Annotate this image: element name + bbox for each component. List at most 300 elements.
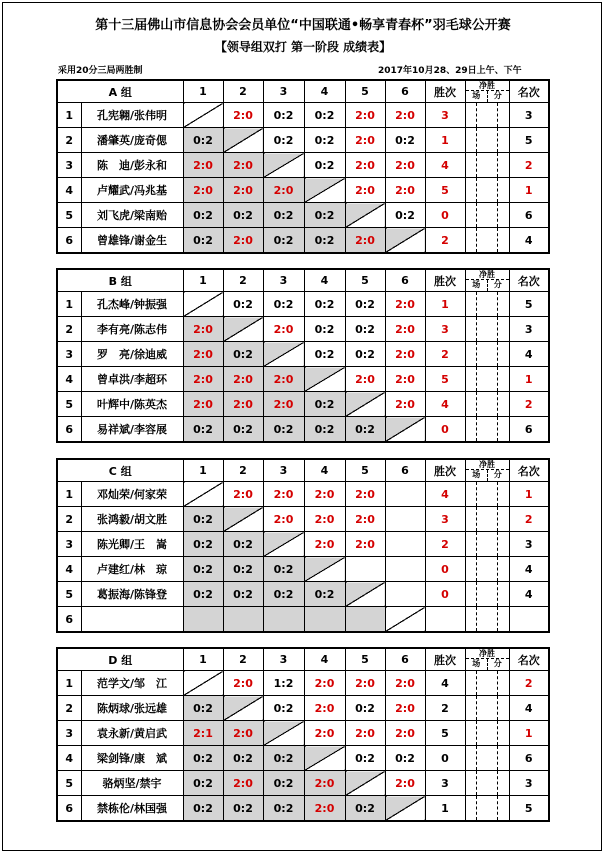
wins-value: 3 bbox=[425, 507, 465, 532]
net-label: 净胜 bbox=[466, 649, 509, 659]
team-name: 罗 亮/徐迪威 bbox=[81, 342, 183, 367]
score-cell: 2:0 bbox=[183, 153, 223, 178]
net-point-label: 分 bbox=[493, 659, 502, 668]
row-number: 2 bbox=[57, 128, 81, 153]
score-cell: 0:2 bbox=[183, 507, 223, 532]
table-row bbox=[57, 342, 549, 367]
net-cell bbox=[465, 203, 509, 228]
table-row bbox=[57, 696, 549, 721]
score-cell: 0:2 bbox=[183, 746, 223, 771]
team-name: 葛振海/陈锋登 bbox=[81, 582, 183, 607]
score-cell: 0:2 bbox=[183, 203, 223, 228]
team-name: 李有亮/陈志伟 bbox=[81, 317, 183, 342]
group-table bbox=[56, 268, 550, 443]
rank-value: 1 bbox=[509, 367, 549, 392]
row-number: 2 bbox=[57, 507, 81, 532]
table-row bbox=[57, 367, 549, 392]
column-number: 5 bbox=[345, 269, 385, 292]
net-cell bbox=[465, 392, 509, 417]
net-cell bbox=[465, 607, 509, 633]
net-game-label: 场 bbox=[466, 659, 489, 670]
score-cell: 2:0 bbox=[304, 796, 345, 822]
score-cell: 0:2 bbox=[183, 532, 223, 557]
table-row bbox=[57, 203, 549, 228]
score-cell: 0:2 bbox=[304, 203, 345, 228]
table-row bbox=[57, 128, 549, 153]
score-cell: 2:0 bbox=[223, 178, 263, 203]
column-number: 4 bbox=[304, 648, 345, 671]
score-cell: 0:2 bbox=[345, 317, 385, 342]
net-cell bbox=[465, 367, 509, 392]
net-game-label: 场 bbox=[466, 91, 489, 102]
rank-value: 3 bbox=[509, 317, 549, 342]
row-number: 3 bbox=[57, 342, 81, 367]
table-row bbox=[57, 507, 549, 532]
wins-value: 2 bbox=[425, 228, 465, 254]
group-table bbox=[56, 458, 550, 633]
rank-value: 2 bbox=[509, 153, 549, 178]
rank-value: 5 bbox=[509, 292, 549, 317]
net-game-label: 场 bbox=[466, 280, 489, 291]
rank-value: 2 bbox=[509, 671, 549, 696]
score-cell: 0:2 bbox=[304, 582, 345, 607]
row-number: 1 bbox=[57, 292, 81, 317]
wins-value: 4 bbox=[425, 153, 465, 178]
score-cell: 2:0 bbox=[345, 103, 385, 128]
rank-value: 1 bbox=[509, 482, 549, 507]
score-cell: 0:2 bbox=[223, 557, 263, 582]
table-row bbox=[57, 417, 549, 443]
score-cell: 2:0 bbox=[223, 392, 263, 417]
net-label: 净胜 bbox=[466, 270, 509, 280]
table-row bbox=[57, 746, 549, 771]
score-cell: 2:0 bbox=[263, 507, 304, 532]
score-cell: 0:2 bbox=[183, 696, 223, 721]
net-cell bbox=[465, 153, 509, 178]
score-cell: 0:2 bbox=[304, 103, 345, 128]
score-cell: 2:0 bbox=[223, 671, 263, 696]
column-number: 3 bbox=[263, 80, 304, 103]
score-cell: 2:0 bbox=[223, 367, 263, 392]
column-number: 3 bbox=[263, 648, 304, 671]
score-cell: 0:2 bbox=[223, 796, 263, 822]
score-cell bbox=[385, 482, 425, 507]
score-cell: 0:2 bbox=[345, 292, 385, 317]
wins-value: 0 bbox=[425, 557, 465, 582]
diagonal-cell bbox=[263, 532, 304, 557]
row-number: 2 bbox=[57, 696, 81, 721]
wins-value: 5 bbox=[425, 178, 465, 203]
rank-value: 6 bbox=[509, 417, 549, 443]
net-cell bbox=[465, 228, 509, 254]
score-cell: 2:0 bbox=[223, 228, 263, 254]
row-number: 1 bbox=[57, 482, 81, 507]
net-point-label: 分 bbox=[493, 91, 502, 100]
column-number: 6 bbox=[385, 269, 425, 292]
score-cell: 2:0 bbox=[304, 482, 345, 507]
row-number: 3 bbox=[57, 532, 81, 557]
score-cell: 0:2 bbox=[304, 128, 345, 153]
score-cell: 2:0 bbox=[263, 392, 304, 417]
column-number: 2 bbox=[223, 269, 263, 292]
wins-value: 0 bbox=[425, 746, 465, 771]
diagonal-cell bbox=[304, 746, 345, 771]
column-number: 3 bbox=[263, 269, 304, 292]
score-cell: 2:0 bbox=[304, 771, 345, 796]
team-name: 梁剑锋/康 斌 bbox=[81, 746, 183, 771]
column-number: 2 bbox=[223, 648, 263, 671]
team-name: 陈炳球/张远雄 bbox=[81, 696, 183, 721]
score-cell: 2:0 bbox=[385, 367, 425, 392]
score-cell: 0:2 bbox=[183, 557, 223, 582]
score-cell: 0:2 bbox=[263, 228, 304, 254]
score-cell bbox=[263, 607, 304, 633]
score-cell: 0:2 bbox=[183, 228, 223, 254]
diagonal-cell bbox=[304, 367, 345, 392]
net-cell bbox=[465, 696, 509, 721]
score-cell: 2:0 bbox=[304, 507, 345, 532]
table-row bbox=[57, 557, 549, 582]
rank-header: 名次 bbox=[509, 269, 549, 292]
net-cell bbox=[465, 292, 509, 317]
diagonal-cell bbox=[223, 507, 263, 532]
net-cell bbox=[465, 103, 509, 128]
group-name: D 组 bbox=[57, 648, 183, 671]
score-cell: 2:0 bbox=[385, 721, 425, 746]
wins-value: 0 bbox=[425, 203, 465, 228]
team-name: 骆炳坚/禁宇 bbox=[81, 771, 183, 796]
rank-value: 3 bbox=[509, 532, 549, 557]
score-cell: 2:0 bbox=[385, 292, 425, 317]
rank-value: 1 bbox=[509, 721, 549, 746]
column-number: 4 bbox=[304, 269, 345, 292]
score-cell: 0:2 bbox=[263, 128, 304, 153]
score-cell: 2:0 bbox=[345, 482, 385, 507]
score-cell: 0:2 bbox=[385, 128, 425, 153]
wins-header: 胜次 bbox=[425, 648, 465, 671]
wins-header: 胜次 bbox=[425, 269, 465, 292]
column-number: 3 bbox=[263, 459, 304, 482]
wins-value: 0 bbox=[425, 417, 465, 443]
row-number: 6 bbox=[57, 796, 81, 822]
score-cell: 2:0 bbox=[385, 103, 425, 128]
score-cell: 2:0 bbox=[345, 507, 385, 532]
score-cell: 2:1 bbox=[183, 721, 223, 746]
row-number: 6 bbox=[57, 607, 81, 633]
score-cell: 2:0 bbox=[385, 178, 425, 203]
column-number: 2 bbox=[223, 459, 263, 482]
score-cell: 0:2 bbox=[345, 796, 385, 822]
team-name: 易祥斌/李容展 bbox=[81, 417, 183, 443]
score-cell: 2:0 bbox=[345, 367, 385, 392]
score-cell: 2:0 bbox=[263, 178, 304, 203]
rank-value: 2 bbox=[509, 507, 549, 532]
team-name: 邓灿荣/何家荣 bbox=[81, 482, 183, 507]
score-cell: 0:2 bbox=[223, 582, 263, 607]
score-cell: 0:2 bbox=[263, 203, 304, 228]
column-number: 1 bbox=[183, 648, 223, 671]
wins-value: 3 bbox=[425, 103, 465, 128]
diagonal-cell bbox=[183, 292, 223, 317]
score-cell: 0:2 bbox=[304, 317, 345, 342]
table-row bbox=[57, 721, 549, 746]
team-name: 叶辉中/陈英杰 bbox=[81, 392, 183, 417]
row-number: 3 bbox=[57, 153, 81, 178]
diagonal-cell bbox=[385, 796, 425, 822]
wins-value: 1 bbox=[425, 292, 465, 317]
page-title: 第十三届佛山市信息协会会员单位“中国联通•畅享青春杯”羽毛球公开赛 bbox=[95, 18, 511, 33]
net-cell bbox=[465, 482, 509, 507]
team-name: 曾卓洪/李超环 bbox=[81, 367, 183, 392]
table-row bbox=[57, 228, 549, 254]
score-cell: 0:2 bbox=[183, 128, 223, 153]
score-cell bbox=[304, 607, 345, 633]
table-row bbox=[57, 392, 549, 417]
score-cell: 0:2 bbox=[263, 417, 304, 443]
score-cell: 2:0 bbox=[345, 671, 385, 696]
wins-header: 胜次 bbox=[425, 80, 465, 103]
diagonal-cell bbox=[183, 671, 223, 696]
column-number: 5 bbox=[345, 459, 385, 482]
score-cell: 0:2 bbox=[345, 417, 385, 443]
diagonal-cell bbox=[385, 228, 425, 254]
wins-value: 5 bbox=[425, 721, 465, 746]
net-label: 净胜 bbox=[466, 460, 509, 470]
score-cell: 0:2 bbox=[304, 153, 345, 178]
net-cell bbox=[465, 746, 509, 771]
group-name: C 组 bbox=[57, 459, 183, 482]
rank-value: 4 bbox=[509, 557, 549, 582]
row-number: 5 bbox=[57, 203, 81, 228]
diagonal-cell bbox=[183, 482, 223, 507]
score-cell: 1:2 bbox=[263, 671, 304, 696]
net-cell bbox=[465, 417, 509, 443]
score-cell bbox=[345, 557, 385, 582]
score-cell: 2:0 bbox=[385, 392, 425, 417]
score-cell: 2:0 bbox=[345, 532, 385, 557]
wins-value: 3 bbox=[425, 771, 465, 796]
row-number: 5 bbox=[57, 582, 81, 607]
score-cell: 2:0 bbox=[263, 317, 304, 342]
team-name: 曾雄锋/谢金生 bbox=[81, 228, 183, 254]
diagonal-cell bbox=[263, 721, 304, 746]
diagonal-cell bbox=[263, 153, 304, 178]
row-number: 5 bbox=[57, 771, 81, 796]
score-cell: 2:0 bbox=[385, 671, 425, 696]
diagonal-cell bbox=[223, 696, 263, 721]
rank-value bbox=[509, 607, 549, 633]
wins-value: 4 bbox=[425, 671, 465, 696]
diagonal-cell bbox=[183, 103, 223, 128]
team-name: 孔杰峰/钟振强 bbox=[81, 292, 183, 317]
score-cell: 2:0 bbox=[345, 721, 385, 746]
row-number: 2 bbox=[57, 317, 81, 342]
rank-value: 6 bbox=[509, 203, 549, 228]
score-cell: 2:0 bbox=[345, 128, 385, 153]
score-cell: 0:2 bbox=[223, 746, 263, 771]
group-table bbox=[56, 79, 550, 254]
net-cell bbox=[465, 557, 509, 582]
diagonal-cell bbox=[345, 771, 385, 796]
column-number: 5 bbox=[345, 648, 385, 671]
table-row bbox=[57, 482, 549, 507]
score-cell: 0:2 bbox=[345, 342, 385, 367]
table-row bbox=[57, 532, 549, 557]
net-cell bbox=[465, 671, 509, 696]
diagonal-cell bbox=[223, 317, 263, 342]
score-cell: 2:0 bbox=[263, 367, 304, 392]
column-number: 6 bbox=[385, 80, 425, 103]
score-cell: 0:2 bbox=[345, 696, 385, 721]
column-number: 1 bbox=[183, 80, 223, 103]
wins-value: 2 bbox=[425, 532, 465, 557]
team-name bbox=[81, 607, 183, 633]
wins-value: 0 bbox=[425, 582, 465, 607]
table-row bbox=[57, 796, 549, 822]
column-number: 4 bbox=[304, 80, 345, 103]
team-name: 禁栋伦/林国强 bbox=[81, 796, 183, 822]
team-name: 卢耀武/冯兆基 bbox=[81, 178, 183, 203]
diagonal-cell bbox=[385, 607, 425, 633]
table-row bbox=[57, 178, 549, 203]
diagonal-cell bbox=[345, 203, 385, 228]
diagonal-cell bbox=[385, 417, 425, 443]
score-cell: 0:2 bbox=[345, 746, 385, 771]
net-cell bbox=[465, 128, 509, 153]
rank-value: 5 bbox=[509, 796, 549, 822]
rank-value: 3 bbox=[509, 771, 549, 796]
score-cell: 0:2 bbox=[385, 746, 425, 771]
diagonal-cell bbox=[345, 392, 385, 417]
net-cell bbox=[465, 582, 509, 607]
table-row bbox=[57, 317, 549, 342]
team-name: 孔宪翱/张伟明 bbox=[81, 103, 183, 128]
table-row bbox=[57, 607, 549, 633]
team-name: 潘肇英/庞奇偲 bbox=[81, 128, 183, 153]
row-number: 4 bbox=[57, 746, 81, 771]
score-cell: 0:2 bbox=[223, 417, 263, 443]
net-label: 净胜 bbox=[466, 81, 509, 91]
diagonal-cell bbox=[304, 178, 345, 203]
row-number: 4 bbox=[57, 557, 81, 582]
net-point-label: 分 bbox=[493, 470, 502, 479]
row-number: 6 bbox=[57, 228, 81, 254]
score-cell: 2:0 bbox=[385, 696, 425, 721]
score-cell bbox=[385, 557, 425, 582]
group-name: B 组 bbox=[57, 269, 183, 292]
score-cell: 0:2 bbox=[223, 342, 263, 367]
net-cell bbox=[465, 507, 509, 532]
column-number: 4 bbox=[304, 459, 345, 482]
wins-value: 3 bbox=[425, 317, 465, 342]
rank-header: 名次 bbox=[509, 648, 549, 671]
diagonal-cell bbox=[345, 582, 385, 607]
wins-value: 4 bbox=[425, 482, 465, 507]
score-cell: 0:2 bbox=[304, 417, 345, 443]
score-cell: 0:2 bbox=[385, 203, 425, 228]
score-cell: 0:2 bbox=[223, 532, 263, 557]
match-date: 2017年10月28、29日上午、下午 bbox=[378, 66, 522, 76]
net-header bbox=[465, 459, 509, 482]
score-cell bbox=[385, 507, 425, 532]
scoring-rule: 采用20分三局两胜制 bbox=[58, 66, 143, 76]
score-cell: 2:0 bbox=[304, 671, 345, 696]
rank-header: 名次 bbox=[509, 459, 549, 482]
rank-value: 1 bbox=[509, 178, 549, 203]
column-number: 1 bbox=[183, 269, 223, 292]
score-cell: 0:2 bbox=[183, 582, 223, 607]
net-header bbox=[465, 648, 509, 671]
score-cell: 2:0 bbox=[345, 178, 385, 203]
team-name: 陈 迪/彭永和 bbox=[81, 153, 183, 178]
column-number: 2 bbox=[223, 80, 263, 103]
diagonal-cell bbox=[304, 557, 345, 582]
score-cell: 2:0 bbox=[385, 153, 425, 178]
table-row bbox=[57, 771, 549, 796]
table-row bbox=[57, 153, 549, 178]
row-number: 4 bbox=[57, 178, 81, 203]
score-cell: 2:0 bbox=[385, 342, 425, 367]
net-cell bbox=[465, 317, 509, 342]
score-cell: 0:2 bbox=[223, 292, 263, 317]
table-row bbox=[57, 582, 549, 607]
score-cell: 0:2 bbox=[263, 292, 304, 317]
score-cell: 2:0 bbox=[183, 367, 223, 392]
net-cell bbox=[465, 532, 509, 557]
rank-value: 4 bbox=[509, 582, 549, 607]
net-cell bbox=[465, 342, 509, 367]
row-number: 6 bbox=[57, 417, 81, 443]
score-cell: 0:2 bbox=[263, 696, 304, 721]
rank-value: 4 bbox=[509, 696, 549, 721]
net-header bbox=[465, 269, 509, 292]
net-cell bbox=[465, 796, 509, 822]
wins-value bbox=[425, 607, 465, 633]
rank-header: 名次 bbox=[509, 80, 549, 103]
score-cell: 2:0 bbox=[183, 178, 223, 203]
team-name: 张鸿毅/胡文胜 bbox=[81, 507, 183, 532]
rank-value: 6 bbox=[509, 746, 549, 771]
team-name: 袁永新/黄启武 bbox=[81, 721, 183, 746]
rank-value: 4 bbox=[509, 228, 549, 254]
score-cell: 2:0 bbox=[304, 696, 345, 721]
score-cell: 0:2 bbox=[263, 582, 304, 607]
table-row bbox=[57, 103, 549, 128]
team-name: 范学文/邹 江 bbox=[81, 671, 183, 696]
score-cell: 2:0 bbox=[223, 153, 263, 178]
rank-value: 2 bbox=[509, 392, 549, 417]
score-cell: 0:2 bbox=[263, 103, 304, 128]
score-cell: 0:2 bbox=[183, 417, 223, 443]
net-cell bbox=[465, 178, 509, 203]
score-cell: 0:2 bbox=[304, 228, 345, 254]
score-cell: 0:2 bbox=[304, 342, 345, 367]
net-point-label: 分 bbox=[493, 280, 502, 289]
group-table bbox=[56, 647, 550, 822]
wins-value: 1 bbox=[425, 128, 465, 153]
wins-value: 4 bbox=[425, 392, 465, 417]
score-cell: 2:0 bbox=[345, 153, 385, 178]
score-cell: 2:0 bbox=[304, 532, 345, 557]
rank-value: 4 bbox=[509, 342, 549, 367]
wins-header: 胜次 bbox=[425, 459, 465, 482]
score-cell bbox=[385, 532, 425, 557]
row-number: 4 bbox=[57, 367, 81, 392]
score-cell: 2:0 bbox=[385, 771, 425, 796]
score-cell bbox=[223, 607, 263, 633]
column-number: 6 bbox=[385, 648, 425, 671]
score-cell: 0:2 bbox=[263, 557, 304, 582]
